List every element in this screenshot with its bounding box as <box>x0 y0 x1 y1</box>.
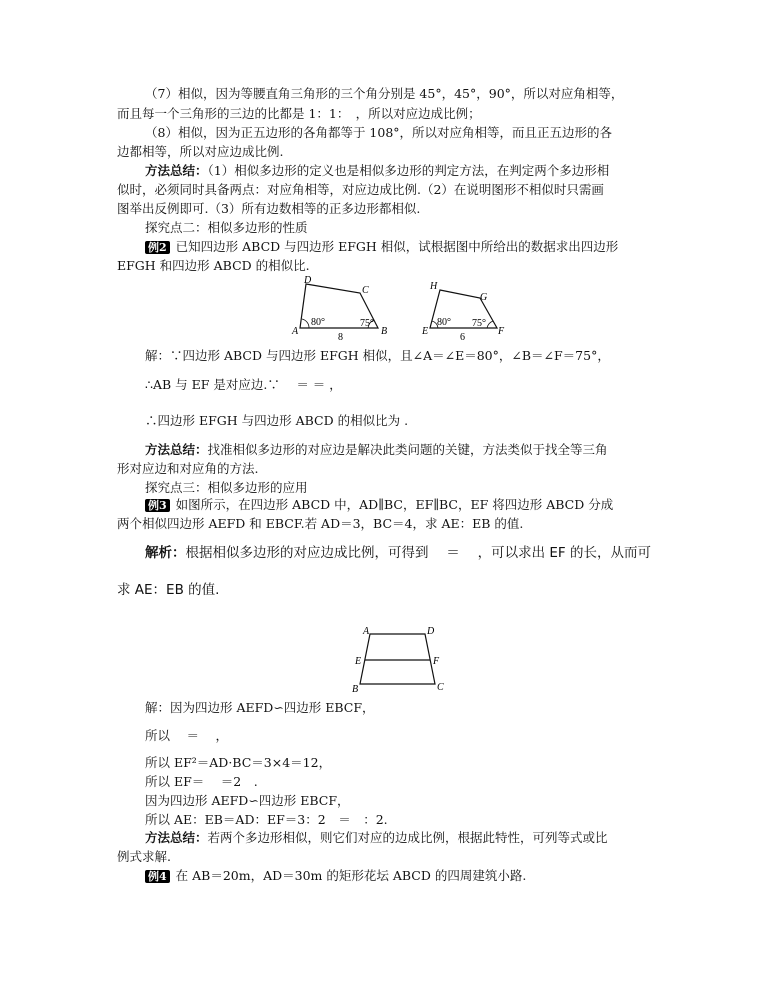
vertex-label-e: E <box>422 326 429 337</box>
vertex-label-b: B <box>352 684 359 695</box>
text-line <box>145 163 609 179</box>
section-heading: 探究点二：相似多边形的性质 <box>145 220 308 235</box>
text-line: 两个相似四边形 AEFD 和 EBCF.若 AD＝3，BC＝4，求 AE：EB 的值. <box>117 516 524 531</box>
vertex-label-d: D <box>304 276 312 286</box>
method-summary-label: 方法总结： <box>145 442 208 457</box>
analysis-text: 根据相似多边形的对应边成比例，可得到 ＝ ，可以求出 EF 的长，从而可 <box>185 545 651 561</box>
example-badge: 例2 <box>145 241 170 254</box>
side-label-ef: 6 <box>460 332 465 343</box>
text-line: ∴AB 与 EF 是对应边.∵ ＝ ＝ ， <box>145 377 342 392</box>
vertex-label-f: F <box>498 326 505 337</box>
section-heading: 探究点三：相似多边形的应用 <box>145 480 308 495</box>
example-badge: 例4 <box>145 870 170 883</box>
analysis-label: 解析： <box>145 545 186 561</box>
text-line: （8）相似，因为正五边形的各角都等于 108°，所以对应角相等，而且正五边形的各 <box>145 125 613 140</box>
vertex-label-c: C <box>362 285 369 296</box>
angle-arc-a <box>302 319 309 328</box>
method-summary-text: 找准相似多边形的对应边是解决此类问题的关键，方法类似于找全等三角 <box>207 442 608 457</box>
text-line: 例式求解. <box>117 849 171 864</box>
text-line <box>145 239 618 255</box>
text-line: ∴四边形 EFGH 与四边形 ABCD 的相似比为 . <box>145 413 409 428</box>
vertex-label-c: C <box>437 682 444 693</box>
angle-label-a: 80° <box>311 317 325 328</box>
text-line: 而且每一个三角形的三边的比都是 1：1： ，所以对应边成比例； <box>117 106 481 121</box>
angle-label-b: 75° <box>360 318 374 329</box>
vertex-label-f: F <box>433 656 440 667</box>
method-summary-text: （1）相似多边形的定义也是相似多边形的判定方法，在判定两个多边形相 <box>207 163 610 178</box>
side-label-ab: 8 <box>338 332 343 343</box>
vertex-label-h: H <box>430 281 438 292</box>
method-summary-label: 方法总结： <box>145 163 208 178</box>
text-line <box>145 442 608 458</box>
text-line <box>145 497 613 513</box>
trapezoid-figure <box>345 624 455 698</box>
vertex-label-g: G <box>480 292 488 303</box>
example-text: 在 AB＝20m，AD＝30m 的矩形花坛 ABCD 的四周建筑小路. <box>175 868 527 883</box>
angle-label-e: 80° <box>437 317 451 328</box>
text-line: 所以 ＝ ， <box>145 728 228 743</box>
text-line: 似时，必须同时具备两点：对应角相等，对应边成比例.（2）在说明图形不相似时只需画 <box>117 182 604 197</box>
example-text: 如图所示，在四边形 ABCD 中，AD∥BC，EF∥BC，EF 将四边形 ABCD 分成 <box>175 497 614 512</box>
text-line <box>145 830 608 846</box>
text-line: 边都相等，所以对应边成比例. <box>117 144 284 159</box>
vertex-label-e: E <box>355 656 362 667</box>
method-summary-label: 方法总结： <box>145 830 208 845</box>
text-line <box>145 545 651 561</box>
example-text: 已知四边形 ABCD 与四边形 EFGH 相似，试根据图中所给出的数据求出四边形 <box>175 239 619 254</box>
text-line: 求 AE：EB 的值. <box>117 582 220 598</box>
text-line: 所以 EF²＝AD·BC＝3×4＝12， <box>145 755 332 770</box>
method-summary-text: 若两个多边形相似，则它们对应的边成比例，根据此特性，可列等式或比 <box>207 830 608 845</box>
text-line: 因为四边形 AEFD∽四边形 EBCF， <box>145 793 350 808</box>
text-line: 解：∵四边形 ABCD 与四边形 EFGH 相似，且∠A＝∠E＝80°，∠B＝∠F＝75°， <box>145 348 610 363</box>
text-line <box>145 868 526 884</box>
vertex-label-a: A <box>363 626 370 637</box>
vertex-label-a: A <box>292 326 299 337</box>
text-line: 所以 AE：EB＝AD：EF＝3：2 ＝ ：2. <box>145 812 388 827</box>
text-line: 所以 EF＝ ＝2 . <box>145 774 258 789</box>
vertex-label-d: D <box>427 626 435 637</box>
angle-label-f: 75° <box>472 318 486 329</box>
vertex-label-b: B <box>381 326 388 337</box>
text-line: 图举出反例即可.（3）所有边数相等的正多边形都相似. <box>117 201 421 216</box>
quadrilateral-figure-pair <box>290 276 520 344</box>
text-line: 形对应边和对应角的方法. <box>117 461 259 476</box>
trapezoid-abcd <box>360 634 435 684</box>
text-line: （7）相似，因为等腰直角三角形的三个角分别是 45°，45°，90°，所以对应角相等， <box>145 86 624 101</box>
angle-arc-f <box>487 321 493 328</box>
example-badge: 例3 <box>145 499 170 512</box>
text-line: 解：因为四边形 AEFD∽四边形 EBCF， <box>145 700 375 715</box>
text-line: EFGH 和四边形 ABCD 的相似比. <box>117 258 310 273</box>
